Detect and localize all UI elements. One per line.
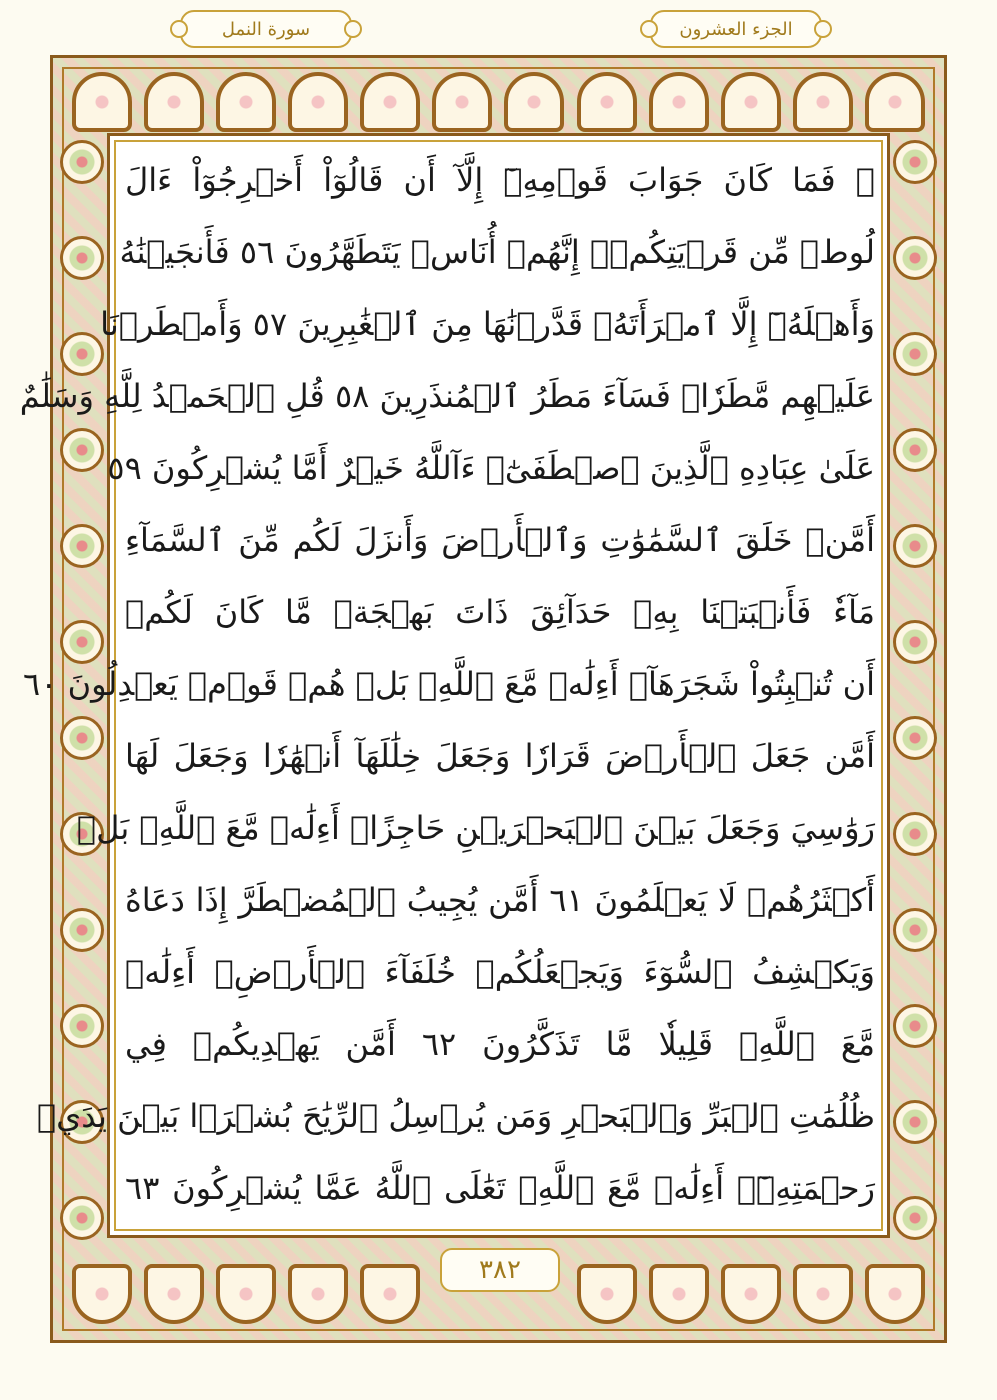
arch-ornament-icon — [288, 72, 348, 132]
arch-ornament-icon — [721, 72, 781, 132]
arch-ornament-icon — [504, 72, 564, 132]
text-line-6: أَمَّنۡ خَلَقَ ٱلسَّمَٰوَٰتِ وَٱلۡأَرۡضَ وَأَنزَلَ لَكُم مِّنَ ٱلسَّمَآءِ — [125, 521, 875, 559]
arch-ornament-icon — [793, 72, 853, 132]
text-line-12: وَيَكۡشِفُ ٱلسُّوٓءَ وَيَجۡعَلُكُمۡ خُلَفَآءَ ٱلۡأَرۡضِۗ أَءِلَٰهٞ — [125, 953, 875, 991]
text-line-7: مَآءٗ فَأَنۢبَتۡنَا بِهِۦ حَدَآئِقَ ذَاتَ بَهۡجَةٖ مَّا كَانَ لَكُمۡ — [125, 593, 875, 631]
arch-ornament-icon — [865, 1264, 925, 1324]
arch-ornament-icon — [721, 1264, 781, 1324]
page-number — [440, 1248, 560, 1292]
floral-ornament-icon — [893, 1196, 937, 1240]
floral-ornament-icon — [893, 620, 937, 664]
floral-ornament-icon — [893, 236, 937, 280]
text-line-13: مَّعَ ٱللَّهِۚ قَلِيلٗا مَّا تَذَكَّرُونَ ٦٢ أَمَّن يَهۡدِيكُمۡ فِي — [125, 1025, 875, 1063]
arch-ornament-icon — [649, 72, 709, 132]
text-line-14: ظُلُمَٰتِ ٱلۡبَرِّ وَٱلۡبَحۡرِ وَمَن يُرۡسِلُ ٱلرِّيَٰحَ بُشۡرَۢا بَيۡنَ يَدَيۡ — [36, 1097, 875, 1135]
arch-ornament-icon — [72, 72, 132, 132]
arch-ornament-icon — [72, 1264, 132, 1324]
floral-ornament-icon — [893, 428, 937, 472]
floral-ornament-icon — [60, 1196, 104, 1240]
floral-ornament-icon — [60, 908, 104, 952]
arch-ornament-icon — [360, 1264, 420, 1324]
floral-ornament-icon — [60, 428, 104, 472]
floral-ornament-icon — [60, 716, 104, 760]
surah-name-header — [180, 10, 352, 48]
arch-ornament-icon — [649, 1264, 709, 1324]
arch-ornament-icon — [216, 72, 276, 132]
floral-ornament-icon — [60, 524, 104, 568]
floral-ornament-icon — [60, 140, 104, 184]
surah-name-label: سورة النمل — [221, 18, 311, 40]
text-line-1: ۞ فَمَا كَانَ جَوَابَ قَوۡمِهِۦٓ إِلَّآ أَن قَالُوٓاْ أَخۡرِجُوٓاْ ءَالَ — [125, 161, 875, 199]
right-ornament-column — [893, 140, 937, 1240]
page-number-label: ٣٨٢ — [479, 1255, 521, 1285]
arch-ornament-icon — [144, 72, 204, 132]
text-line-2: لُوطٖ مِّن قَرۡيَتِكُمۡۖ إِنَّهُمۡ أُنَاسٞ يَتَطَهَّرُونَ ٥٦ فَأَنجَيۡنَٰهُ — [119, 233, 875, 271]
text-line-3: وَأَهۡلَهُۥٓ إِلَّا ٱمۡرَأَتَهُۥ قَدَّرۡنَٰهَا مِنَ ٱلۡغَٰبِرِينَ ٥٧ وَأَمۡطَرۡنَا — [100, 305, 875, 343]
floral-ornament-icon — [60, 236, 104, 280]
arch-ornament-icon — [144, 1264, 204, 1324]
top-arch-row — [72, 72, 925, 132]
text-line-11: أَكۡثَرُهُمۡ لَا يَعۡلَمُونَ ٦١ أَمَّن يُجِيبُ ٱلۡمُضۡطَرَّ إِذَا دَعَاهُ — [125, 881, 875, 919]
floral-ornament-icon — [893, 812, 937, 856]
floral-ornament-icon — [893, 524, 937, 568]
text-line-5: عَلَىٰ عِبَادِهِ ٱلَّذِينَ ٱصۡطَفَىٰٓۗ ءَآللَّهُ خَيۡرٌ أَمَّا يُشۡرِكُونَ ٥٩ — [107, 449, 875, 487]
quran-text-block — [19, 150, 875, 1225]
juz-name-label: الجزء العشرون — [679, 18, 793, 40]
floral-ornament-icon — [893, 1004, 937, 1048]
text-line-8: أَن تُنۢبِتُواْ شَجَرَهَآۗ أَءِلَٰهٞ مَّعَ ٱللَّهِۚ بَلۡ هُمۡ قَوۡمٞ يَعۡدِلُونَ ٦٠ — [23, 665, 875, 703]
floral-ornament-icon — [893, 332, 937, 376]
arch-ornament-icon — [216, 1264, 276, 1324]
floral-ornament-icon — [893, 1100, 937, 1144]
arch-ornament-icon — [288, 1264, 348, 1324]
floral-ornament-icon — [893, 716, 937, 760]
floral-ornament-icon — [893, 140, 937, 184]
arch-ornament-icon — [577, 1264, 637, 1324]
floral-ornament-icon — [60, 1004, 104, 1048]
text-line-4: عَلَيۡهِم مَّطَرٗاۖ فَسَآءَ مَطَرُ ٱلۡمُنذَرِينَ ٥٨ قُلِ ٱلۡحَمۡدُ لِلَّهِ وَسَلَٰمٌ — [19, 377, 875, 415]
arch-ornament-icon — [865, 72, 925, 132]
arch-ornament-icon — [360, 72, 420, 132]
floral-ornament-icon — [893, 908, 937, 952]
text-line-9: أَمَّن جَعَلَ ٱلۡأَرۡضَ قَرَارٗا وَجَعَلَ خِلَٰلَهَآ أَنۡهَٰرٗا وَجَعَلَ لَهَا — [125, 737, 875, 775]
text-line-10: رَوَٰسِيَ وَجَعَلَ بَيۡنَ ٱلۡبَحۡرَيۡنِ حَاجِزًاۗ أَءِلَٰهٞ مَّعَ ٱللَّهِۚ بَلۡ — [76, 809, 875, 847]
juz-name-header — [650, 10, 822, 48]
arch-ornament-icon — [432, 72, 492, 132]
arch-ornament-icon — [793, 1264, 853, 1324]
text-line-15: رَحۡمَتِهِۦٓۗ أَءِلَٰهٞ مَّعَ ٱللَّهِۚ تَعَٰلَى ٱللَّهُ عَمَّا يُشۡرِكُونَ ٦٣ — [125, 1169, 875, 1207]
arch-ornament-icon — [577, 72, 637, 132]
